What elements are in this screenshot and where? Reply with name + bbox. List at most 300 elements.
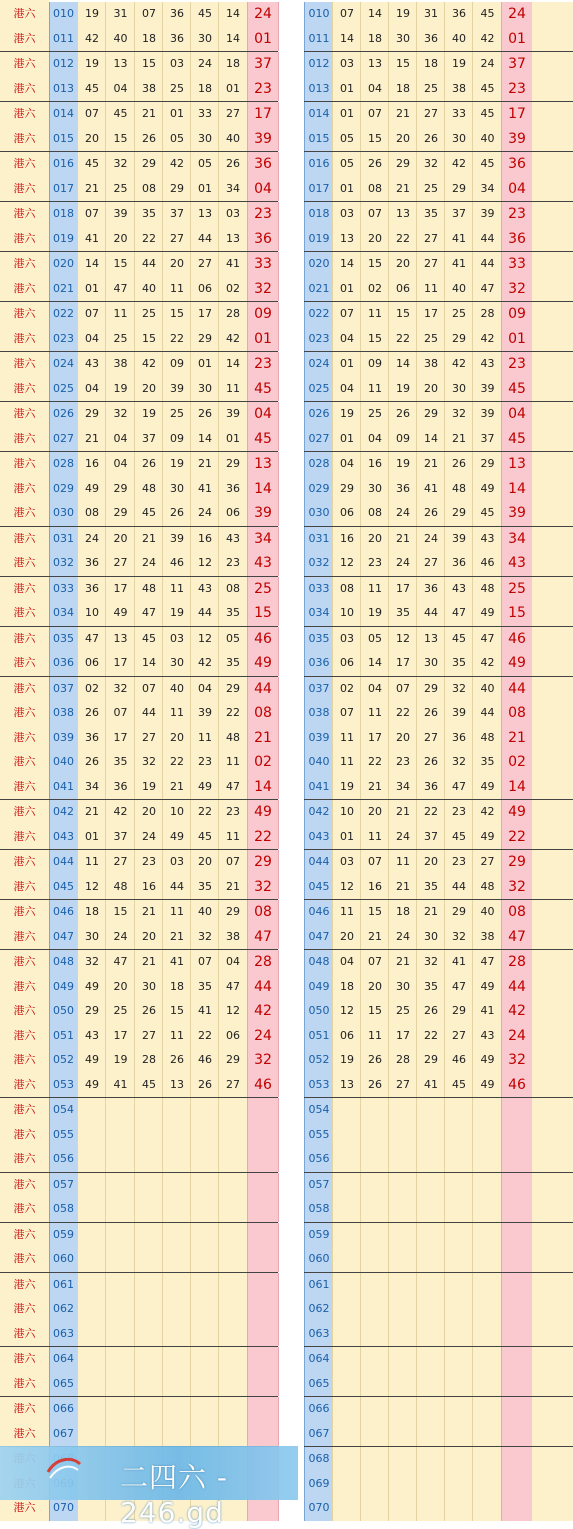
ball-number: 14 — [332, 252, 361, 277]
ball-number: 27 — [134, 1024, 163, 1049]
ball-number: 17 — [388, 651, 417, 676]
special-number: 34 — [247, 527, 279, 552]
ball-number: 21 — [134, 102, 163, 127]
ball-number — [162, 1397, 191, 1422]
special-number: 49 — [247, 800, 279, 825]
ball-number: 39 — [190, 701, 219, 726]
extra-column — [532, 800, 573, 825]
ball-number: 25 — [360, 402, 389, 427]
ball-number: 26 — [134, 127, 163, 152]
ball-number: 15 — [105, 900, 135, 925]
draw-number: 038 — [49, 701, 78, 726]
special-number — [247, 1322, 279, 1347]
ball-number — [388, 1247, 417, 1272]
ball-number: 26 — [77, 750, 106, 775]
ball-number: 01 — [77, 825, 106, 850]
ball-number — [218, 1273, 247, 1298]
draw-number: 061 — [304, 1273, 334, 1298]
ball-number: 19 — [388, 2, 417, 27]
ball-number: 07 — [360, 850, 389, 875]
table-row — [304, 427, 573, 453]
ball-number: 01 — [190, 352, 219, 377]
draw-number: 031 — [304, 527, 334, 552]
table-row — [304, 152, 573, 177]
ball-number: 03 — [162, 52, 191, 77]
ball-number: 26 — [416, 750, 445, 775]
ball-number: 32 — [444, 750, 473, 775]
ball-number: 24 — [190, 501, 219, 526]
draw-number: 042 — [304, 800, 334, 825]
ball-number: 36 — [77, 726, 106, 751]
ball-number: 07 — [388, 677, 417, 702]
ball-number — [388, 1472, 417, 1497]
draw-number: 053 — [49, 1073, 78, 1098]
ball-number: 29 — [77, 402, 106, 427]
special-number — [247, 1147, 279, 1172]
table-row — [304, 1322, 573, 1348]
ball-number: 11 — [105, 302, 135, 327]
ball-number: 30 — [360, 477, 389, 502]
ball-number: 11 — [190, 726, 219, 751]
ball-number: 15 — [134, 327, 163, 352]
table-row — [0, 527, 278, 552]
ball-number — [472, 1173, 502, 1198]
special-number: 14 — [501, 477, 533, 502]
ball-number: 11 — [162, 577, 191, 602]
ball-number: 11 — [162, 1024, 191, 1049]
ball-number: 07 — [332, 701, 361, 726]
draw-number: 031 — [49, 527, 78, 552]
ball-number — [388, 1147, 417, 1172]
ball-number — [190, 1098, 219, 1123]
row-label: 港六 — [0, 677, 49, 702]
ball-number: 38 — [105, 352, 135, 377]
special-number: 36 — [247, 227, 279, 252]
draw-number: 066 — [49, 1397, 78, 1422]
ball-number — [444, 1273, 473, 1298]
extra-column — [532, 1123, 573, 1148]
draw-number: 048 — [304, 950, 334, 975]
ball-number: 12 — [190, 627, 219, 652]
ball-number: 49 — [472, 601, 502, 626]
ball-number: 04 — [105, 452, 135, 477]
ball-number: 32 — [444, 402, 473, 427]
table-row — [0, 750, 278, 775]
ball-number: 40 — [190, 900, 219, 925]
extra-column — [532, 1073, 573, 1098]
ball-number: 40 — [105, 27, 135, 52]
special-number: 08 — [501, 701, 533, 726]
draw-number: 054 — [304, 1098, 334, 1123]
table-row — [0, 1197, 278, 1223]
table-row — [0, 1297, 278, 1322]
ball-number — [77, 1397, 106, 1422]
ball-number: 01 — [332, 352, 361, 377]
ball-number: 40 — [162, 677, 191, 702]
ball-number: 29 — [388, 152, 417, 177]
ball-number — [190, 1247, 219, 1272]
special-number: 04 — [247, 177, 279, 202]
extra-column — [532, 1422, 573, 1447]
special-number: 14 — [247, 775, 279, 800]
ball-number: 29 — [416, 1048, 445, 1073]
table-row — [0, 1048, 278, 1073]
table-row — [0, 127, 278, 153]
ball-number — [332, 1123, 361, 1148]
table-row — [0, 1347, 278, 1372]
ball-number — [332, 1322, 361, 1347]
ball-number: 21 — [77, 177, 106, 202]
special-number: 47 — [501, 925, 533, 950]
ball-number: 07 — [105, 701, 135, 726]
ball-number — [134, 1247, 163, 1272]
ball-number: 29 — [218, 677, 247, 702]
extra-column — [532, 402, 573, 427]
ball-number: 29 — [444, 999, 473, 1024]
draw-number: 015 — [304, 127, 334, 152]
ball-number: 32 — [444, 677, 473, 702]
ball-number: 11 — [360, 377, 389, 402]
table-row — [304, 775, 573, 801]
special-number: 14 — [247, 477, 279, 502]
ball-number: 49 — [77, 477, 106, 502]
ball-number — [360, 1273, 389, 1298]
special-number: 39 — [501, 127, 533, 152]
ball-number — [77, 1273, 106, 1298]
ball-number: 44 — [134, 252, 163, 277]
ball-number — [332, 1297, 361, 1322]
ball-number: 18 — [162, 975, 191, 1000]
table-row — [304, 52, 573, 77]
ball-number — [444, 1297, 473, 1322]
ball-number: 45 — [190, 2, 219, 27]
special-number: 02 — [501, 750, 533, 775]
ball-number: 21 — [416, 452, 445, 477]
table-row — [304, 1123, 573, 1148]
special-number: 49 — [501, 800, 533, 825]
extra-column — [532, 999, 573, 1024]
table-row — [304, 1147, 573, 1173]
ball-number — [332, 1422, 361, 1447]
ball-number: 04 — [218, 950, 247, 975]
ball-number: 36 — [105, 775, 135, 800]
ball-number: 26 — [388, 402, 417, 427]
table-row — [0, 1247, 278, 1273]
ball-number: 23 — [444, 800, 473, 825]
draw-number: 052 — [304, 1048, 334, 1073]
table-row — [0, 1024, 278, 1049]
table-row — [304, 950, 573, 975]
special-number: 23 — [247, 77, 279, 102]
table-row — [304, 2, 573, 27]
draw-number: 020 — [304, 252, 334, 277]
ball-number: 23 — [190, 750, 219, 775]
ball-number: 07 — [134, 677, 163, 702]
ball-number: 21 — [388, 527, 417, 552]
draw-number: 063 — [304, 1322, 334, 1347]
table-row — [304, 1297, 573, 1322]
table-row — [304, 352, 573, 377]
ball-number: 29 — [444, 177, 473, 202]
special-number: 15 — [247, 601, 279, 626]
ball-number: 27 — [105, 551, 135, 576]
draw-number: 034 — [49, 601, 78, 626]
ball-number: 30 — [190, 377, 219, 402]
special-number: 23 — [247, 352, 279, 377]
ball-number: 13 — [388, 202, 417, 227]
ball-number — [77, 1123, 106, 1148]
table-row — [304, 402, 573, 427]
extra-column — [532, 352, 573, 377]
table-row — [0, 352, 278, 377]
ball-number: 26 — [416, 501, 445, 526]
ball-number: 45 — [472, 77, 502, 102]
ball-number: 08 — [360, 177, 389, 202]
ball-number: 26 — [218, 152, 247, 177]
ball-number: 31 — [105, 2, 135, 27]
ball-number: 32 — [416, 152, 445, 177]
table-row — [304, 750, 573, 775]
ball-number: 33 — [190, 102, 219, 127]
draw-number: 028 — [304, 452, 334, 477]
ball-number: 10 — [162, 800, 191, 825]
ball-number: 01 — [332, 277, 361, 302]
ball-number — [360, 1422, 389, 1447]
draw-number: 052 — [49, 1048, 78, 1073]
ball-number: 05 — [162, 127, 191, 152]
table-row — [304, 1422, 573, 1448]
extra-column — [532, 377, 573, 402]
ball-number: 27 — [416, 551, 445, 576]
draw-number: 034 — [304, 601, 334, 626]
draw-number: 069 — [304, 1472, 334, 1497]
row-label: 港六 — [0, 102, 49, 127]
table-row — [0, 677, 278, 702]
ball-number: 25 — [105, 327, 135, 352]
ball-number: 46 — [162, 551, 191, 576]
extra-column — [532, 1173, 573, 1198]
special-number: 13 — [247, 452, 279, 477]
ball-number: 48 — [134, 477, 163, 502]
table-row — [304, 1472, 573, 1497]
ball-number: 15 — [134, 52, 163, 77]
right-sorted-table — [304, 2, 573, 1521]
draw-number: 051 — [304, 1024, 334, 1049]
row-label: 港六 — [0, 1297, 49, 1322]
table-row — [0, 402, 278, 427]
ball-number — [388, 1322, 417, 1347]
row-label: 港六 — [0, 1197, 49, 1222]
ball-number: 11 — [360, 1024, 389, 1049]
ball-number: 11 — [332, 726, 361, 751]
ball-number — [218, 1197, 247, 1222]
table-row — [304, 102, 573, 127]
table-row — [0, 252, 278, 277]
ball-number: 20 — [388, 127, 417, 152]
ball-number: 05 — [360, 627, 389, 652]
ball-number: 21 — [388, 177, 417, 202]
draw-number: 014 — [49, 102, 78, 127]
draw-number: 061 — [49, 1273, 78, 1298]
ball-number: 27 — [190, 252, 219, 277]
ball-number: 15 — [360, 127, 389, 152]
special-number: 08 — [247, 900, 279, 925]
ball-number — [360, 1247, 389, 1272]
ball-number: 45 — [134, 501, 163, 526]
ball-number — [134, 1322, 163, 1347]
ball-number: 40 — [444, 277, 473, 302]
draw-number: 019 — [304, 227, 334, 252]
extra-column — [532, 601, 573, 626]
ball-number: 46 — [472, 551, 502, 576]
ball-number: 18 — [416, 52, 445, 77]
draw-number: 018 — [304, 202, 334, 227]
ball-number: 30 — [134, 975, 163, 1000]
ball-number — [332, 1173, 361, 1198]
ball-number: 45 — [77, 152, 106, 177]
ball-number: 07 — [332, 2, 361, 27]
ball-number — [444, 1197, 473, 1222]
extra-column — [532, 651, 573, 676]
ball-number: 07 — [77, 102, 106, 127]
ball-number: 49 — [472, 1073, 502, 1098]
row-label: 港六 — [0, 1347, 49, 1372]
ball-number: 11 — [360, 701, 389, 726]
ball-number — [416, 1197, 445, 1222]
ball-number — [332, 1197, 361, 1222]
ball-number — [218, 1397, 247, 1422]
ball-number — [444, 1123, 473, 1148]
row-label: 港六 — [0, 1147, 49, 1172]
ball-number — [190, 1223, 219, 1248]
draw-number: 065 — [49, 1372, 78, 1397]
table-row — [304, 527, 573, 552]
ball-number — [218, 1372, 247, 1397]
ball-number: 16 — [332, 527, 361, 552]
ball-number: 20 — [134, 925, 163, 950]
extra-column — [532, 975, 573, 1000]
ball-number — [388, 1372, 417, 1397]
ball-number — [360, 1173, 389, 1198]
draw-number: 040 — [49, 750, 78, 775]
draw-number: 042 — [49, 800, 78, 825]
extra-column — [532, 27, 573, 52]
row-label: 港六 — [0, 377, 49, 402]
extra-column — [532, 1322, 573, 1347]
draw-number: 015 — [49, 127, 78, 152]
ball-number — [472, 1422, 502, 1447]
draw-number: 010 — [49, 2, 78, 27]
draw-number: 023 — [49, 327, 78, 352]
extra-column — [532, 177, 573, 202]
ball-number — [77, 1347, 106, 1372]
ball-number — [388, 1223, 417, 1248]
ball-number: 45 — [77, 77, 106, 102]
ball-number: 02 — [360, 277, 389, 302]
ball-number: 25 — [105, 999, 135, 1024]
ball-number: 22 — [388, 701, 417, 726]
special-number: 15 — [501, 601, 533, 626]
table-row — [0, 277, 278, 303]
special-number: 01 — [247, 27, 279, 52]
ball-number — [416, 1098, 445, 1123]
ball-number — [190, 1372, 219, 1397]
draw-number: 039 — [304, 726, 334, 751]
draw-number: 051 — [49, 1024, 78, 1049]
ball-number: 40 — [472, 900, 502, 925]
ball-number — [332, 1397, 361, 1422]
ball-number: 32 — [444, 925, 473, 950]
ball-number — [360, 1098, 389, 1123]
ball-number: 01 — [332, 77, 361, 102]
ball-number: 24 — [134, 551, 163, 576]
ball-number: 35 — [444, 651, 473, 676]
ball-number: 29 — [444, 501, 473, 526]
draw-number: 029 — [49, 477, 78, 502]
draw-number: 056 — [49, 1147, 78, 1172]
row-label: 港六 — [0, 1273, 49, 1298]
ball-number: 12 — [332, 875, 361, 900]
table-row — [304, 825, 573, 851]
special-number — [501, 1273, 533, 1298]
ball-number: 12 — [77, 875, 106, 900]
ball-number: 16 — [360, 875, 389, 900]
ball-number: 24 — [388, 551, 417, 576]
row-label: 港六 — [0, 277, 49, 302]
special-number: 04 — [247, 402, 279, 427]
ball-number: 46 — [444, 1048, 473, 1073]
ball-number: 30 — [388, 27, 417, 52]
row-label: 港六 — [0, 152, 49, 177]
ball-number: 35 — [416, 975, 445, 1000]
ball-number: 49 — [472, 825, 502, 850]
ball-number: 14 — [77, 252, 106, 277]
draw-number: 049 — [49, 975, 78, 1000]
ball-number — [134, 1123, 163, 1148]
ball-number — [190, 1273, 219, 1298]
ball-number — [162, 1247, 191, 1272]
ball-number: 24 — [190, 52, 219, 77]
ball-number: 06 — [332, 651, 361, 676]
ball-number: 13 — [105, 627, 135, 652]
ball-number: 35 — [416, 875, 445, 900]
ball-number: 28 — [218, 302, 247, 327]
special-number: 46 — [247, 1073, 279, 1098]
ball-number — [388, 1173, 417, 1198]
ball-number: 15 — [360, 327, 389, 352]
draw-number: 062 — [304, 1297, 334, 1322]
extra-column — [532, 1347, 573, 1372]
table-row — [0, 975, 278, 1000]
ball-number: 20 — [105, 975, 135, 1000]
ball-number: 06 — [218, 1024, 247, 1049]
ball-number: 39 — [472, 377, 502, 402]
special-number: 22 — [501, 825, 533, 850]
ball-number: 13 — [218, 227, 247, 252]
row-label: 港六 — [0, 452, 49, 477]
ball-number: 23 — [218, 551, 247, 576]
special-number: 47 — [247, 925, 279, 950]
draw-number: 056 — [304, 1147, 334, 1172]
draw-number: 060 — [49, 1247, 78, 1272]
special-number: 43 — [501, 551, 533, 576]
special-number: 23 — [247, 202, 279, 227]
ball-number: 49 — [77, 1073, 106, 1098]
special-number: 13 — [501, 452, 533, 477]
special-number — [247, 1247, 279, 1272]
ball-number — [332, 1372, 361, 1397]
ball-number: 20 — [360, 527, 389, 552]
